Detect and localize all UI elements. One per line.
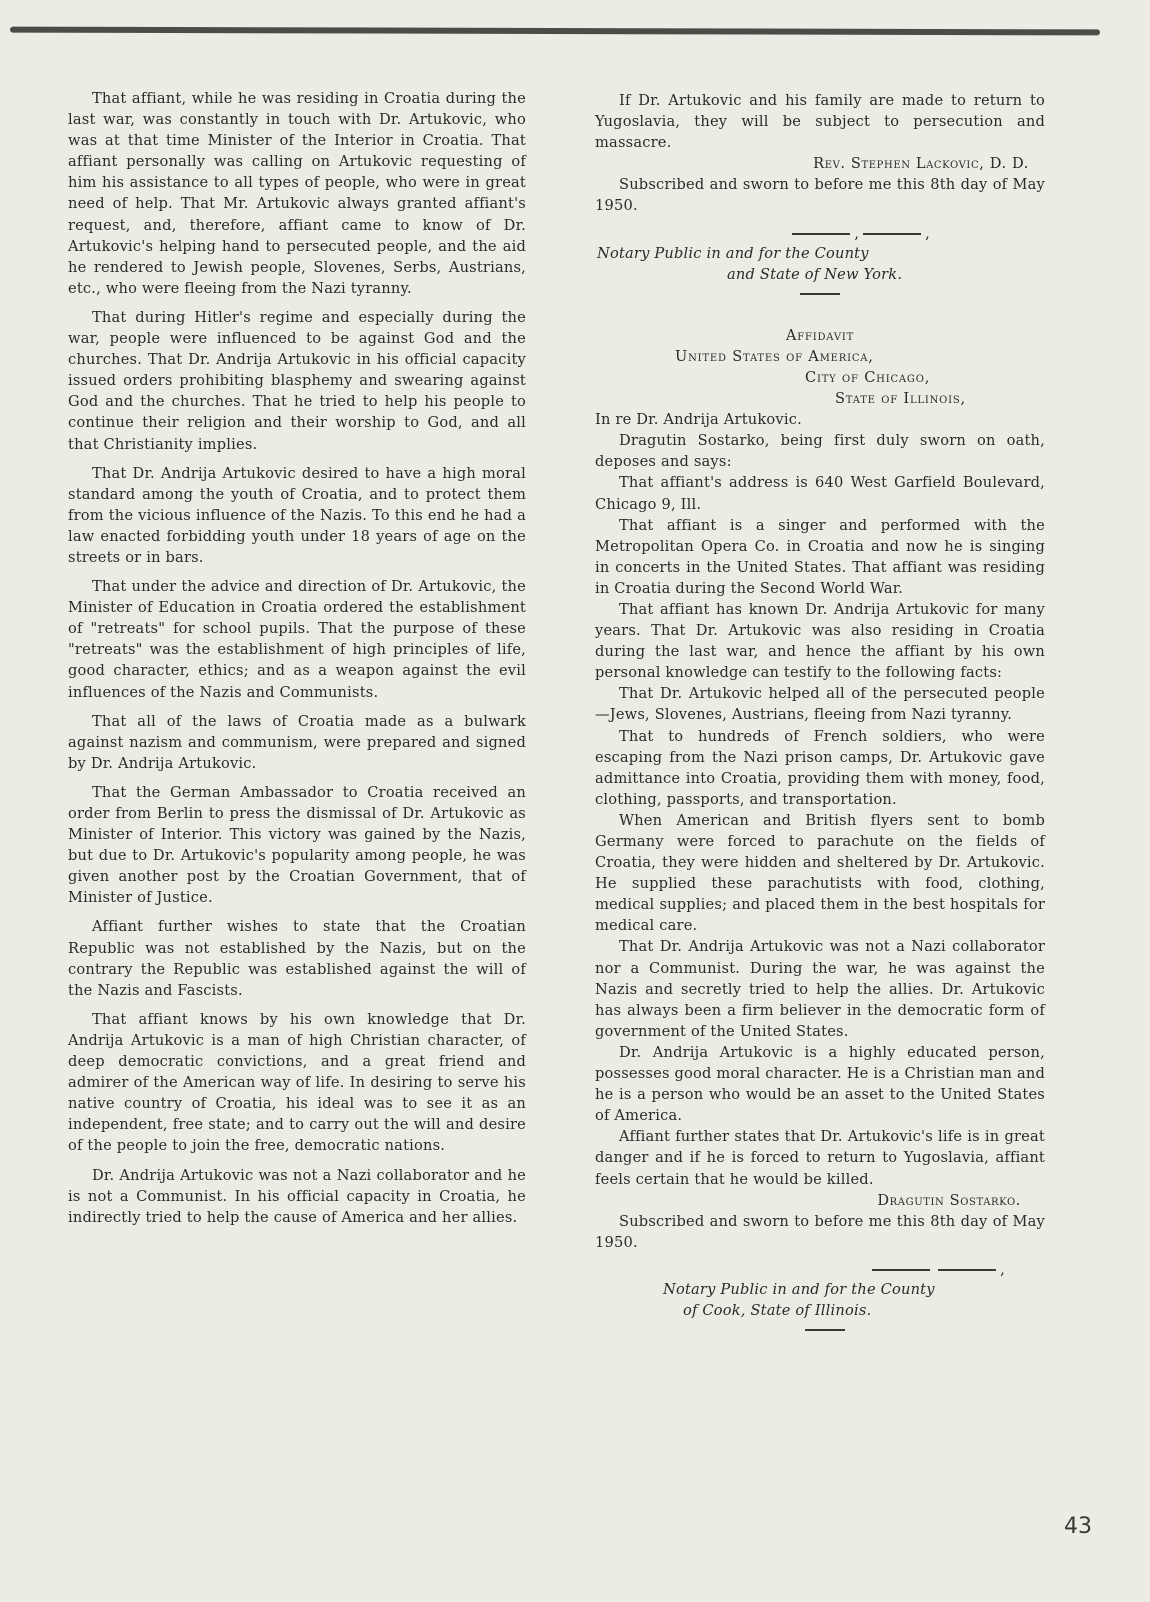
- left-column: [68, 88, 526, 1236]
- notary-line: Notary Public in and for the County: [663, 1280, 935, 1298]
- paragraph: That the German Ambassador to Croatia received an order from Berlin to press the dismissal of Dr. Artukovic as Minister of Interior. This victory was gained by the Nazis, but due to Dr. Artukovic's popularity among people, he was given another post by the Croatian Government, that of Minister of Justice.: [68, 783, 526, 907]
- affidavit-title: Affidavit: [785, 326, 855, 344]
- paragraph: That affiant knows by his own knowledge that Dr. Andrija Artukovic is a man of high Christian character, of deep democratic convictions, and a great friend and admirer of the American way of life. In desiring to serve his native country of Croatia, his ideal was to see it as an independent, free state; and to carry out the will and desire of the people to join the free, democratic nations.: [68, 1010, 526, 1155]
- page-number: 43: [1064, 1514, 1092, 1539]
- venue-line: City of Chicago,: [805, 368, 931, 386]
- venue-line: United States of America,: [675, 347, 874, 365]
- subscribed-statement: Subscribed and sworn to before me this 8th day of May 1950.: [595, 1212, 1045, 1251]
- paragraph: If Dr. Artukovic and his family are made to return to Yugoslavia, they will be subject to persecution and massacre.: [595, 92, 1045, 152]
- subscribed-statement: Subscribed and sworn to before me this 8th day of May 1950.: [595, 176, 1045, 215]
- paragraph: Affiant further states that Dr. Artukovic's life is in great danger and if he is forced to return to Yugoslavia, affiant feels certain that he would be killed.: [595, 1128, 1045, 1188]
- signature-sostarko: Dragutin Sostarko.: [877, 1191, 1021, 1209]
- in-re-line: In re Dr. Andrija Artukovic.: [595, 411, 802, 429]
- paragraph: When American and British flyers sent to bomb Germany were forced to parachute on the fields of Croatia, they were hidden and sheltered by Dr. Artukovic. He supplied these parachutists with food, clothing, medical supplies; and placed them in the best hospitals for medical care.: [595, 811, 1045, 935]
- notary-line: of Cook, State of Illinois.: [683, 1301, 872, 1319]
- section-divider: [805, 1329, 845, 1331]
- paragraph: That Dr. Artukovic helped all of the persecuted people—Jews, Slovenes, Austrians, fleeing from Nazi tyranny.: [595, 685, 1045, 724]
- paragraph: That under the advice and direction of Dr. Artukovic, the Minister of Education in Croatia ordered the establishment of "retreats" for school pupils. That the purpose of these "retreats" was the establishment of high principles of life, good character, ethics; and as a weapon against the evil influences of the Nazis and Communists.: [68, 578, 526, 701]
- paragraph: That all of the laws of Croatia made as a bulwark against nazism and communism, were prepared and signed by Dr. Andrija Artukovic.: [68, 712, 526, 772]
- paragraph: Dr. Andrija Artukovic was not a Nazi collaborator and he is not a Communist. In his official capacity in Croatia, he indirectly tried to help the cause of America and her allies.: [68, 1166, 526, 1226]
- venue-line: State of Illinois,: [835, 390, 966, 408]
- notary-signature-blank: ,: [595, 1259, 1045, 1279]
- right-column: [595, 90, 1045, 1331]
- paragraph: That Dr. Andrija Artukovic was not a Nazi collaborator nor a Communist. During the war, he was against the Nazis and secretly tried to help the allies. Dr. Artukovic has always been a firm believer in the democratic form of government of the United States.: [595, 938, 1045, 1040]
- paragraph: That affiant is a singer and performed with the Metropolitan Opera Co. in Croatia and now he is singing in concerts in the United States. That affiant was residing in Croatia during the Second World War.: [595, 516, 1045, 597]
- paragraph: That affiant has known Dr. Andrija Artukovic for many years. That Dr. Artukovic was also residing in Croatia during the last war, and hence the affiant by his own personal knowledge can testify to the following facts:: [595, 600, 1045, 682]
- paragraph: Dr. Andrija Artukovic is a highly educated person, possesses good moral character. He is a Christian man and he is a person who would be an asset to the United States of America.: [595, 1043, 1045, 1125]
- signature-lackovic: Rev. Stephen Lackovic, D. D.: [813, 155, 1029, 173]
- paragraph: That Dr. Andrija Artukovic desired to have a high moral standard among the youth of Croatia, and to protect them from the vicious influence of the Nazis. To this end he had a law enacted forbidding youth under 18 years of age on the streets or in bars.: [68, 464, 526, 566]
- paragraph: That during Hitler's regime and especially during the war, people were influenced to be against God and the churches. That Dr. Andrija Artukovic in his official capacity issued orders prohibiting blasphemy and swearing against God and the churches. That he tried to help his people to continue their religion and their worship to God, and all that Christianity implies.: [68, 308, 526, 453]
- paragraph: Dragutin Sostarko, being first duly sworn on oath, deposes and says:: [595, 432, 1045, 471]
- paragraph: That to hundreds of French soldiers, who were escaping from the Nazi prison camps, Dr. Artukovic gave admittance into Croatia, providing them with money, food, clothing, passports, and transportation.: [595, 727, 1045, 808]
- notary-signature-blank: , ,: [595, 223, 1045, 243]
- paragraph: That affiant, while he was residing in Croatia during the last war, was constantly in touch with Dr. Artukovic, who was at that time Minister of the Interior in Croatia. That affiant personally was calling on Artukovic requesting of him his assistance to all types of people, who were in great need of help. That Mr. Artukovic always granted affiant's request, and, therefore, affiant came to know of Dr. Artukovic's helping hand to persecuted people, and the aid he rendered to Jewish people, Slovenes, Serbs, Austrians, etc., who were fleeing from the Nazi tyranny.: [68, 90, 526, 297]
- top-rule: [10, 27, 1100, 36]
- paragraph: That affiant's address is 640 West Garfield Boulevard, Chicago 9, Ill.: [595, 474, 1045, 513]
- notary-line: and State of New York.: [727, 265, 903, 283]
- notary-line: Notary Public in and for the County: [597, 244, 869, 262]
- paragraph: Affiant further wishes to state that the Croatian Republic was not established by the Nazis, but on the contrary the Republic was established against the will of the Nazis and Fascists.: [68, 918, 526, 999]
